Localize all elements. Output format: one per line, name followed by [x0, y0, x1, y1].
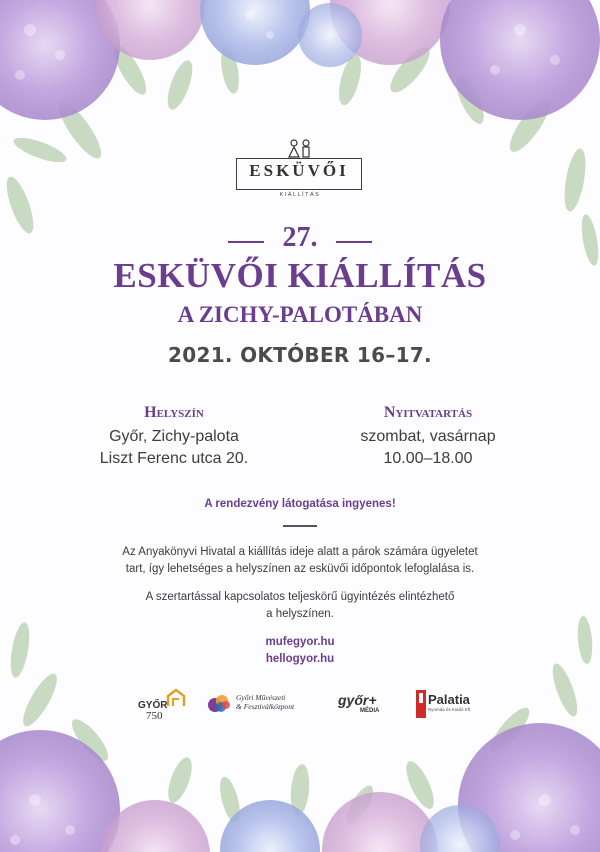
opening-hours-block [318, 404, 538, 470]
right-dash [336, 241, 372, 243]
gyor750-logo [138, 688, 192, 722]
opening-heading: Nyitvatartás [383, 404, 473, 421]
divider [283, 525, 317, 527]
mufe-line: & Fesztiválközpont [236, 702, 295, 711]
location-heading: Helyszín [144, 404, 204, 421]
ceremony-paragraph [0, 589, 600, 623]
gyorplus-media-logo [338, 688, 398, 722]
edition-number: 27. [282, 222, 318, 253]
paragraph-line: tart, így lehetséges a helyszínen az esküvői időpontok lefoglalása is. [125, 563, 475, 575]
paragraph-line: Az Anyakönyvi Hivatal a kiállítás ideje alatt a párok számára ügyeletet [122, 546, 478, 558]
edition-number-row [0, 222, 600, 254]
palatia-logo [416, 688, 486, 722]
event-date: 2021. OKTÓBER 16–17. [168, 343, 432, 367]
mufe-logo [206, 688, 326, 722]
opening-days: szombat, vasárnap [360, 428, 496, 445]
house-icon [166, 688, 186, 708]
couple-icon [283, 138, 317, 158]
registry-paragraph [0, 544, 600, 578]
gyor-number: 750 [146, 710, 163, 722]
logo-subtitle: KIÁLLÍTÁS [279, 192, 321, 198]
location-line: Győr, Zichy-palota [109, 428, 239, 445]
logo-title: ESKÜVŐI [249, 161, 349, 180]
gyorplus-sub: MÉDIA [360, 708, 380, 714]
mufe-mark-icon [206, 692, 232, 714]
palatia-sub: Nyomda és Kiadó Kft [428, 707, 471, 712]
location-block [64, 404, 284, 470]
free-entry-note: A rendezvény látogatása ingyenes! [204, 498, 396, 510]
opening-hours: 10.00–18.00 [383, 450, 473, 467]
website-link-mufe[interactable]: mufegyor.hu [265, 636, 335, 648]
website-link-hellogyor[interactable]: hellogyor.hu [265, 653, 335, 665]
palatia-mark-icon [416, 690, 426, 718]
event-title: ESKÜVŐI KIÁLLÍTÁS [113, 256, 487, 295]
mufe-name [236, 693, 294, 711]
gyor-name: GYŐR [138, 700, 168, 711]
left-dash [228, 241, 264, 243]
paragraph-line: a helyszínen. [266, 608, 334, 620]
logo [236, 158, 362, 190]
event-subtitle: A ZICHY-PALOTÁBAN [177, 302, 423, 327]
palatia-name: Palatia [428, 692, 470, 707]
location-line: Liszt Ferenc utca 20. [99, 450, 249, 467]
gyorplus-name: győr+ [338, 692, 377, 708]
paragraph-line: A szertartással kapcsolatos teljeskörű ügyintézés elintézhető [145, 591, 455, 603]
mufe-line: Győri Művészeti [236, 693, 286, 702]
